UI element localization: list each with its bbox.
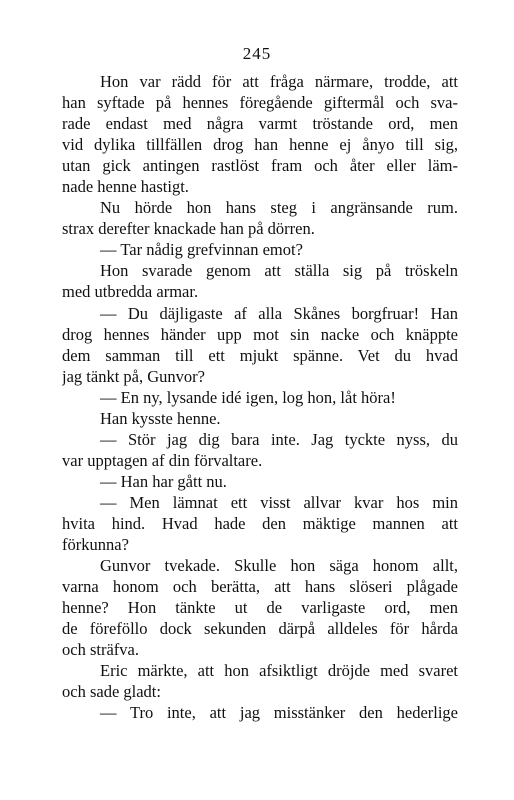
text-line: och sträfva.: [62, 640, 139, 660]
text-line: — En ny, lysande idé igen, log hon, låt höra!: [100, 387, 396, 407]
text-line: — Tar nådig grefvinnan emot?: [100, 240, 303, 260]
text-line: — Tro inte, att jag misstänker den hederlige: [100, 703, 458, 723]
text-line: med utbredda armar.: [62, 282, 199, 302]
body-text: [62, 71, 458, 723]
text-line: utan gick antingen rastlöst fram och åter eller läm-: [62, 156, 458, 176]
text-line: varna honom och berätta, att hans slöseri plågade: [62, 577, 458, 597]
text-line: drog hennes händer upp mot sin nacke och knäppte: [62, 324, 458, 344]
text-line: Hon var rädd för att fråga närmare, trodde, att: [100, 72, 458, 91]
text-line: — Han har gått nu.: [100, 471, 227, 491]
text-line: var upptagen af din förvaltare.: [62, 450, 263, 470]
text-line: Eric märkte, att hon afsiktligt dröjde med svaret: [100, 661, 458, 681]
text-line: — Du däjligaste af alla Skånes borgfruar! Han: [100, 303, 458, 323]
text-line: nade henne hastigt.: [62, 177, 189, 197]
text-line: Nu hörde hon hans steg i angränsande rum.: [100, 198, 458, 218]
text-line: — Stör jag dig bara inte. Jag tyckte nyss, du: [100, 429, 458, 449]
text-line: han syftade på hennes föregående giftermål och sva-: [62, 93, 458, 113]
text-line: strax derefter knackade han på dörren.: [62, 219, 315, 239]
text-line: de föreföllo dock sekunden därpå alldeles för hårda: [62, 619, 458, 639]
text-line: — Men lämnat ett visst allvar kvar hos min: [100, 492, 458, 512]
text-line: rade endast med några varmt tröstande ord, men: [62, 114, 458, 134]
text-line: och sade gladt:: [62, 682, 161, 702]
text-line: förkunna?: [62, 535, 129, 555]
text-line: jag tänkt på, Gunvor?: [62, 366, 205, 386]
text-line: Gunvor tvekade. Skulle hon säga honom allt,: [100, 556, 458, 576]
page-number: 245: [242, 44, 272, 63]
text-line: Han kysste henne.: [100, 408, 221, 428]
text-line: vid dylika tillfällen drog han henne ej ånyo till sig,: [62, 135, 458, 155]
text-line: henne? Hon tänkte ut de varligaste ord, men: [62, 598, 458, 618]
text-line: Hon svarade genom att ställa sig på tröskeln: [100, 261, 458, 281]
text-line: hvita hind. Hvad hade den mäktige mannen att: [62, 513, 458, 533]
text-line: dem samman till ett mjukt spänne. Vet du hvad: [62, 345, 458, 365]
